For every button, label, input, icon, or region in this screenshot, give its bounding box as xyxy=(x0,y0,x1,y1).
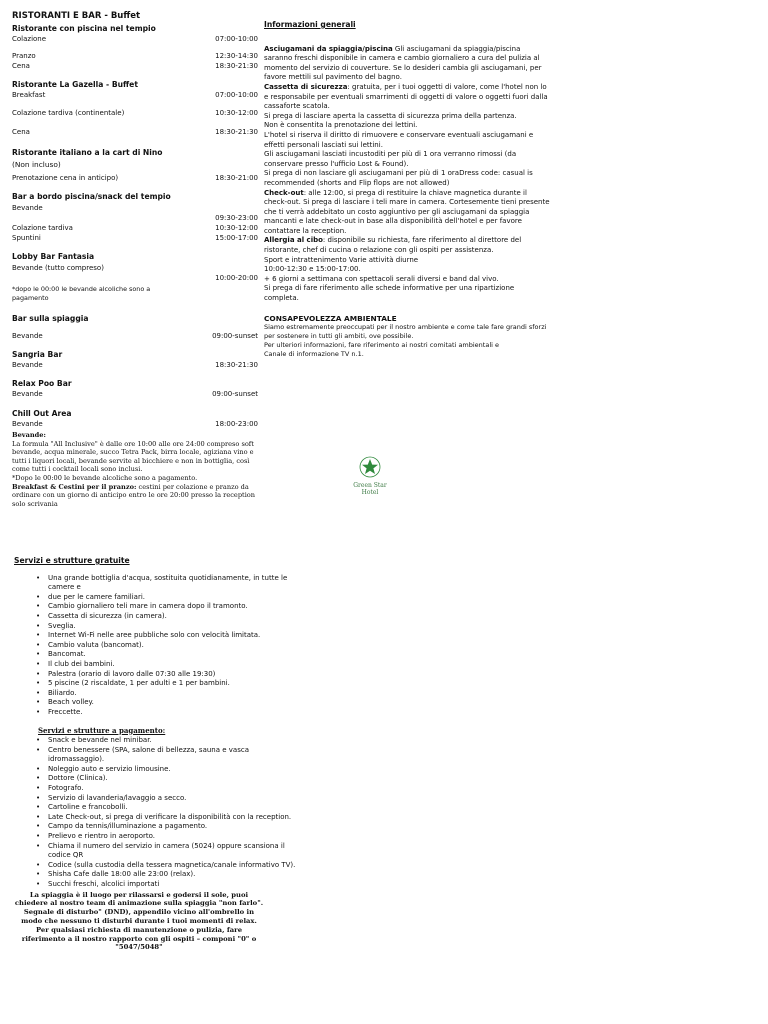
checkout-label: Check-out xyxy=(264,188,304,197)
venue-note: (Non incluso) xyxy=(12,160,61,170)
schedule-row xyxy=(12,52,258,61)
environment-text: Siamo estremamente preoccupati per il nostro ambiente e come tale fare grandi sforzi per sostenere in tutti gli ambiti, ove possibile. xyxy=(264,323,547,341)
environment-committees: Per ulteriori informazioni, fare riferimento ai nostri comitati ambientali e xyxy=(264,341,500,350)
towels-paragraph xyxy=(264,45,550,83)
list-item: • Campo da tennis/illuminazione a pagamento. xyxy=(36,822,304,832)
schedule-label: Bevande xyxy=(12,361,43,370)
list-item: • Late Check-out, si prega di verificare la disponibilità con la reception. xyxy=(36,813,304,823)
list-item: • Codice (sulla custodia della tessera magnetica/canale informativo TV). xyxy=(36,861,304,871)
venue-note: *dopo le 00:00 le bevande alcoliche sono a pagamento xyxy=(12,285,151,303)
schedule-time: 10:30-12:00 xyxy=(215,109,258,118)
schedule-label: Cena xyxy=(12,61,30,70)
schedule-label: Bevande xyxy=(12,331,43,340)
schedule-label: Bevande xyxy=(12,203,43,212)
schedule-reference: Si prega di fare riferimento alle schede informative per una ripartizione completa. xyxy=(264,284,515,303)
list-item: • Succhi freschi, alcolici importati xyxy=(36,880,304,890)
list-item: • Centro benessere (SPA, salone di bellezza, sauna e vasca idromassaggio). xyxy=(36,746,304,765)
list-item: • Shisha Cafe dalle 18:00 alle 23:00 (relax). xyxy=(36,870,304,880)
list-item: • Fotografo. xyxy=(36,784,304,794)
venue-sangria-bar xyxy=(12,350,258,370)
remove-text: L'hotel si riserva il diritto di rimuovere e conservare eventuali asciugamani e effetti personali lasciati sui lettini. xyxy=(264,130,534,149)
venue-name: Bar a bordo piscina/snack del tempio xyxy=(12,192,171,202)
schedule-label: Pranzo xyxy=(12,51,36,60)
list-item: • due per le camere familiari. xyxy=(36,593,304,603)
list-item: • Biliardo. xyxy=(36,689,304,699)
restaurants-column xyxy=(12,12,258,508)
venue-pool-bar xyxy=(12,192,258,243)
allergy-paragraph xyxy=(264,236,550,255)
general-info-title: Informazioni generali xyxy=(264,20,356,29)
allergy-text: : disponibile su richiesta, fare riferimento al direttore del ristorante, chef di cucina o relazione con gli ospiti per assistenza. xyxy=(264,236,522,255)
schedule-time: 18:30-21:00 xyxy=(215,174,258,183)
venue-beach-bar xyxy=(12,314,258,340)
venue-lobby-bar xyxy=(12,252,258,303)
list-item: • Palestra (orario di lavoro dalle 07:30 alle 19:30) xyxy=(36,670,304,680)
schedule-time: 18:30-21:30 xyxy=(215,127,258,136)
schedule-time: 12:30-14:30 xyxy=(215,51,258,60)
schedule-time: 10:30-12:00 xyxy=(215,224,258,233)
schedule-time: 07:00-10:00 xyxy=(215,91,258,100)
schedule-row xyxy=(12,62,258,71)
breakfast-text: cestini per colazione e pranzo da ordinare con un giorno di anticipo entro le ore 20:00 presso la reception solo scrivania xyxy=(12,482,256,508)
schedule-time: 09:30-23:00 xyxy=(215,213,258,222)
safe-text: : gratuita, per i tuoi oggetti di valore, come l'hotel non lo e responsabile per eventuali smarrimenti di oggetti di valore o oggetti fuori dalla cassaforte scatola. xyxy=(264,82,548,111)
general-info-column xyxy=(264,20,550,359)
schedule-time: 09:00-sunset xyxy=(212,390,258,399)
safe-label: Cassetta di sicurezza xyxy=(264,82,348,91)
venue-name: Bar sulla spiaggia xyxy=(12,314,89,324)
towels-text: Gli asciugamani da spiaggia/piscina saranno freschi disponibile in camera e cambio giornaliero a cura del pulizia al momento del servizio di couverture. Se lo desideri cambia gli asciugamani, per favore mettili sul pavimento del bagno. xyxy=(264,44,542,82)
venue-name: Relax Poo Bar xyxy=(12,379,72,389)
venue-name: Lobby Bar Fantasia xyxy=(12,252,95,262)
checkout-paragraph xyxy=(264,189,550,237)
schedule-row xyxy=(12,390,258,399)
venue-name: Ristorante con piscina nel tempio xyxy=(12,24,156,34)
services-section xyxy=(14,556,304,952)
list-item: • Dottore (Clinica). xyxy=(36,774,304,784)
venue-pool-restaurant xyxy=(12,24,258,71)
list-item: • Sveglia. xyxy=(36,622,304,632)
safe-paragraph xyxy=(264,83,550,112)
dnd-note: Segnale di disturbo" (DND), appendilo vicino all'ombrello in modo che nessuno ti disturbi durante i tuoi momenti di relax. xyxy=(21,908,257,925)
schedule-row xyxy=(12,332,258,341)
free-services-title: Servizi e strutture gratuite xyxy=(14,556,130,565)
venue-chill-out xyxy=(12,409,258,429)
schedule-label: Bevande (tutto compreso) xyxy=(12,263,104,272)
list-item: • Servizio di lavanderia/lavaggio a secco. xyxy=(36,794,304,804)
beverages-note: *Dopo le 00:00 le bevande alcoliche sono a pagamento. xyxy=(12,474,198,483)
venue-nino xyxy=(12,148,258,184)
logo-subtitle: Hotel xyxy=(361,489,379,496)
schedule-row xyxy=(12,128,258,137)
restaurants-title: RISTORANTI E BAR - Buffet xyxy=(12,11,141,21)
allergy-label: Allergia al cibo xyxy=(264,236,323,245)
schedule-row xyxy=(12,174,258,183)
beverages-section xyxy=(12,431,258,508)
schedule-label: Spuntini xyxy=(12,234,41,243)
breakfast-label: Breakfast & Cestini per il pranzo: xyxy=(12,482,137,491)
venue-name: Ristorante italiano a la cart di Nino xyxy=(12,147,163,157)
list-item: • Noleggio auto e servizio limousine. xyxy=(36,765,304,775)
list-item: • Il club dei bambini. xyxy=(36,660,304,670)
schedule-time: 15:00-17:00 xyxy=(215,234,258,243)
schedule-time: 10:00-20:00 xyxy=(215,273,258,282)
maintenance-note: Per qualsiasi richiesta di manutenzione o pulizia, fare riferimento a il nostro rapporto con gli ospiti – componi "0" o "5047/5048" xyxy=(21,925,257,952)
venue-name: Chill Out Area xyxy=(12,408,72,418)
schedule-time: 07:00-10:00 xyxy=(215,35,258,44)
sport-nights: + 6 giorni a settimana con spettacoli serali diversi e band dal vivo. xyxy=(264,274,499,283)
checkout-text: : alle 12:00, si prega di restituire la chiave magnetica durante il check-out. Si prega di lasciare i teli mare in camera. Cortesemente tieni presente che ti verrà addebitato un costo aggiuntivo per gli asciugamani da spiaggia mancanti e late check-out in base alla disponibilità dell'hotel e per favore contattare la reception. xyxy=(264,188,550,235)
venue-gazella xyxy=(12,80,258,137)
breakfast-info xyxy=(12,483,258,509)
towels-label: Asciugamani da spiaggia/piscina xyxy=(264,44,393,53)
schedule-label: Bevande xyxy=(12,390,43,399)
schedule-row xyxy=(12,224,258,233)
paid-services-list xyxy=(14,736,304,890)
schedule-time: 18:30-21:30 xyxy=(215,361,258,370)
schedule-row xyxy=(12,109,258,118)
schedule-row xyxy=(12,420,258,429)
list-item: • Cambio giornaliero teli mare in camera dopo il tramonto. xyxy=(36,602,304,612)
list-item: • Prelievo e rientro in aeroporto. xyxy=(36,832,304,842)
sport-text: Sport e intrattenimento Varie attività diurne xyxy=(264,255,419,264)
unattended-text: Gli asciugamani lasciati incustoditi per più di 1 ora verranno rimossi (da conservare presso l'ufficio Lost & Found). xyxy=(264,150,517,168)
schedule-label: Cena xyxy=(12,127,30,136)
environment-tv-channel: Canale di informazione TV n.1. xyxy=(264,350,364,359)
list-item: • Beach volley. xyxy=(36,698,304,708)
schedule-label: Breakfast xyxy=(12,91,46,100)
free-services-list xyxy=(14,574,304,718)
list-item: • Una grande bottiglia d'acqua, sostituita quotidianamente, in tutte le camere e xyxy=(36,574,304,593)
list-item: • Chiama il numero del servizio in camera (5024) oppure scansiona il codice QR xyxy=(36,842,304,861)
schedule-row xyxy=(12,361,258,370)
schedule-time: 18:30-21:30 xyxy=(215,61,258,70)
logo-name: Green Star xyxy=(353,482,387,489)
schedule-label: Colazione tardiva (continentale) xyxy=(12,109,125,118)
list-item: • Freccette. xyxy=(36,708,304,718)
sport-times: 10:00-12:30 e 15:00-17:00. xyxy=(264,265,361,274)
schedule-label: Colazione xyxy=(12,35,47,44)
list-item: • Cassetta di sicurezza (in camera). xyxy=(36,612,304,622)
schedule-row xyxy=(12,214,258,223)
beach-note: La spiaggia è il luogo per rilassarsi e godersi il sole, puoi chiedere al nostro team di animazione sulla spiaggia "non farlo". xyxy=(14,890,264,908)
hotel-logo xyxy=(352,456,388,496)
schedule-time: 09:00-sunset xyxy=(212,331,258,340)
safe-open-text: Si prega di lasciare aperta la cassetta di sicurezza prima della partenza. xyxy=(264,111,517,120)
green-star-icon xyxy=(359,456,381,478)
schedule-label: Colazione tardiva xyxy=(12,224,73,233)
dress-code-text: Si prega di non lasciare gli asciugamani per più di 1 oraDress code: casual is recommended (shorts and Flip flops are not allowed) xyxy=(264,169,533,187)
venue-name: Sangria Bar xyxy=(12,349,63,359)
beverages-text: La formula "All Inclusive" è dalle ore 10:00 alle ore 24:00 compreso soft bevande, acqua minerale, succo Tetra Pack, birra locale, agiziana vino e tutti i liquori locali, bevande servite al bicchiere e non in bottiglia, così come tutti i cocktail locali sono inclusi. xyxy=(12,439,254,474)
venue-relax-bar xyxy=(12,379,258,399)
list-item: • 5 piscine (2 riscaldate, 1 per adulti e 1 per bambini. xyxy=(36,679,304,689)
paid-services-title: Servizi e strutture a pagamento: xyxy=(38,725,166,735)
schedule-time: 18:00-23:00 xyxy=(215,419,258,428)
schedule-label: Prenotazione cena in anticipo) xyxy=(12,174,119,183)
schedule-row xyxy=(12,234,258,243)
list-item: • Bancomat. xyxy=(36,650,304,660)
schedule-row xyxy=(12,35,258,44)
schedule-label: Bevande xyxy=(12,419,43,428)
list-item: • Snack e bevande nel minibar. xyxy=(36,736,304,746)
footer-notes xyxy=(14,891,264,953)
no-reserve-text: Non è consentita la prenotazione dei lettini. xyxy=(264,121,418,130)
schedule-row xyxy=(12,274,258,283)
beverages-heading: Bevande: xyxy=(12,431,46,440)
list-item: • Cambio valuta (bancomat). xyxy=(36,641,304,651)
venue-name: Ristorante La Gazella - Buffet xyxy=(12,80,138,90)
environment-title: CONSAPEVOLEZZA AMBIENTALE xyxy=(264,313,397,323)
schedule-row xyxy=(12,91,258,100)
list-item: • Cartoline e francobolli. xyxy=(36,803,304,813)
list-item: • Internet Wi-Fi nelle aree pubbliche solo con velocità limitata. xyxy=(36,631,304,641)
